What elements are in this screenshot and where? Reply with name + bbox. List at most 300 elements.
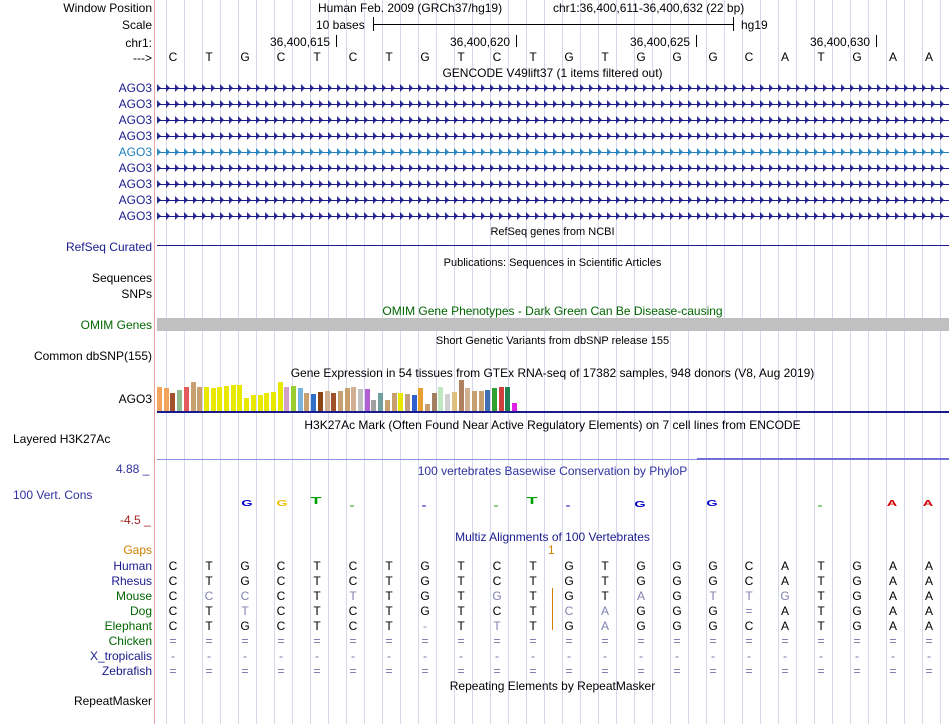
gap-marker bbox=[552, 588, 553, 630]
gtex-tissue-bar[interactable] bbox=[465, 388, 470, 411]
gtex-tissue-bar[interactable] bbox=[204, 387, 209, 411]
strand-chevron-icon bbox=[364, 148, 368, 156]
alignment-base: = bbox=[853, 664, 861, 678]
strand-chevron-icon bbox=[211, 100, 215, 108]
strand-chevron-icon bbox=[220, 100, 224, 108]
alignment-base: G bbox=[564, 559, 574, 573]
alignment-base: - bbox=[891, 649, 895, 663]
species-label[interactable]: Rhesus bbox=[111, 574, 152, 588]
strand-chevron-icon bbox=[463, 212, 467, 220]
refseq-gene-line[interactable] bbox=[157, 245, 949, 246]
snps-label[interactable]: SNPs bbox=[121, 287, 152, 301]
sequence-base: C bbox=[492, 50, 502, 64]
layered-h3k27ac-label[interactable]: Layered H3K27Ac bbox=[13, 432, 111, 446]
gtex-tissue-bar[interactable] bbox=[365, 389, 370, 411]
strand-chevron-icon bbox=[625, 196, 629, 204]
gencode-gene-label[interactable]: AGO3 bbox=[118, 113, 152, 127]
strand-chevron-icon bbox=[211, 132, 215, 140]
sequence-base: A bbox=[924, 50, 933, 64]
gtex-tissue-bar[interactable] bbox=[164, 388, 169, 411]
strand-chevron-icon bbox=[643, 100, 647, 108]
strand-chevron-icon bbox=[544, 148, 548, 156]
gap-count: 1 bbox=[548, 543, 555, 557]
alignment-base: G bbox=[672, 589, 682, 603]
strand-chevron-icon bbox=[355, 212, 359, 220]
strand-chevron-icon bbox=[616, 164, 620, 172]
species-label[interactable]: Chicken bbox=[108, 634, 152, 648]
gencode-transcript[interactable] bbox=[157, 99, 949, 109]
strand-chevron-icon bbox=[238, 164, 242, 172]
alignment-base: T bbox=[457, 574, 465, 588]
strand-chevron-icon bbox=[868, 196, 872, 204]
alignment-base: C bbox=[348, 559, 358, 573]
strand-chevron-icon bbox=[832, 148, 836, 156]
gtex-tissue-bar[interactable] bbox=[271, 392, 276, 411]
gtex-tissue-bar[interactable] bbox=[432, 393, 437, 411]
strand-chevron-icon bbox=[859, 164, 863, 172]
gtex-tissue-bar[interactable] bbox=[224, 386, 229, 411]
strand-chevron-icon bbox=[301, 212, 305, 220]
alignment-base: - bbox=[567, 649, 571, 663]
gencode-gene-label[interactable]: AGO3 bbox=[118, 97, 152, 111]
alignment-base: - bbox=[459, 649, 463, 663]
gtex-tissue-bar[interactable] bbox=[211, 388, 216, 411]
strand-chevron-icon bbox=[346, 196, 350, 204]
gencode-gene-label[interactable]: AGO3 bbox=[118, 81, 152, 95]
cons-min-label: -4.5 _ bbox=[120, 513, 151, 527]
gtex-tissue-bar[interactable] bbox=[398, 393, 403, 411]
strand-chevron-icon bbox=[553, 212, 557, 220]
strand-chevron-icon bbox=[841, 100, 845, 108]
gtex-tissue-bar[interactable] bbox=[291, 386, 296, 411]
gencode-transcript[interactable] bbox=[157, 83, 949, 93]
strand-chevron-icon bbox=[913, 164, 917, 172]
strand-chevron-icon bbox=[913, 84, 917, 92]
strand-chevron-icon bbox=[589, 180, 593, 188]
strand-chevron-icon bbox=[184, 100, 188, 108]
strand-chevron-icon bbox=[895, 148, 899, 156]
omim-genes-label[interactable]: OMIM Genes bbox=[80, 318, 152, 332]
strand-chevron-icon bbox=[310, 148, 314, 156]
gtex-tissue-bar[interactable] bbox=[304, 393, 309, 411]
gtex-tissue-bar[interactable] bbox=[157, 387, 162, 411]
gtex-tissue-bar[interactable] bbox=[237, 385, 242, 411]
strand-chevron-icon bbox=[256, 132, 260, 140]
strand-chevron-icon bbox=[409, 196, 413, 204]
strand-chevron-icon bbox=[391, 212, 395, 220]
strand-chevron-icon bbox=[625, 132, 629, 140]
gtex-tissue-bar[interactable] bbox=[197, 387, 202, 411]
gtex-tissue-bar[interactable] bbox=[499, 387, 504, 411]
gencode-gene-label[interactable]: AGO3 bbox=[118, 209, 152, 223]
strand-chevron-icon bbox=[814, 180, 818, 188]
gtex-tissue-bar[interactable] bbox=[425, 404, 430, 411]
strand-chevron-icon bbox=[481, 148, 485, 156]
strand-chevron-icon bbox=[490, 148, 494, 156]
strand-chevron-icon bbox=[589, 116, 593, 124]
strand-chevron-icon bbox=[877, 132, 881, 140]
strand-chevron-icon bbox=[283, 212, 287, 220]
species-label[interactable]: Dog bbox=[129, 604, 152, 618]
alignment-base: T bbox=[313, 574, 321, 588]
strand-chevron-icon bbox=[292, 196, 296, 204]
strand-chevron-icon bbox=[544, 196, 548, 204]
alignment-base: C bbox=[276, 559, 286, 573]
cons-track-label[interactable]: 100 Vert. Cons bbox=[13, 488, 93, 502]
strand-chevron-icon bbox=[301, 148, 305, 156]
strand-chevron-icon bbox=[166, 84, 170, 92]
gtex-tissue-bar[interactable] bbox=[298, 388, 303, 411]
strand-chevron-icon bbox=[544, 180, 548, 188]
strand-chevron-icon bbox=[814, 116, 818, 124]
gtex-tissue-bar[interactable] bbox=[358, 389, 363, 411]
logo-letter: - bbox=[817, 501, 823, 510]
gtex-tissue-bar[interactable] bbox=[445, 394, 450, 411]
strand-chevron-icon bbox=[940, 180, 944, 188]
strand-chevron-icon bbox=[202, 84, 206, 92]
strand-chevron-icon bbox=[427, 180, 431, 188]
strand-chevron-icon bbox=[733, 196, 737, 204]
gtex-tissue-bar[interactable] bbox=[331, 393, 336, 411]
strand-chevron-icon bbox=[697, 212, 701, 220]
gtex-tissue-bar[interactable] bbox=[170, 393, 175, 411]
strand-chevron-icon bbox=[679, 132, 683, 140]
label-divider bbox=[154, 0, 155, 724]
strand-chevron-icon bbox=[562, 132, 566, 140]
gencode-transcript[interactable] bbox=[157, 147, 949, 157]
strand-chevron-icon bbox=[481, 132, 485, 140]
strand-chevron-icon bbox=[157, 196, 161, 204]
alignment-base: T bbox=[817, 589, 825, 603]
strand-chevron-icon bbox=[490, 84, 494, 92]
strand-chevron-icon bbox=[391, 116, 395, 124]
strand-chevron-icon bbox=[769, 84, 773, 92]
coord-label: 36,400,625 bbox=[630, 35, 691, 49]
species-label[interactable]: Human bbox=[113, 559, 152, 573]
strand-chevron-icon bbox=[832, 180, 836, 188]
gtex-tissue-bar[interactable] bbox=[472, 391, 477, 411]
strand-chevron-icon bbox=[679, 116, 683, 124]
gencode-transcript[interactable] bbox=[157, 195, 949, 205]
alignment-base: - bbox=[423, 619, 427, 633]
scale-bases-label: 10 bases bbox=[316, 18, 365, 32]
gtex-bar-chart[interactable] bbox=[157, 380, 949, 411]
strand-chevron-icon bbox=[436, 116, 440, 124]
alignment-base: A bbox=[924, 559, 933, 573]
strand-chevron-icon bbox=[823, 116, 827, 124]
logo-letter: G bbox=[634, 500, 646, 509]
strand-chevron-icon bbox=[832, 212, 836, 220]
alignment-base: G bbox=[852, 574, 862, 588]
sequence-base: C bbox=[168, 50, 178, 64]
scale-assembly-label: hg19 bbox=[741, 18, 768, 32]
strand-chevron-icon bbox=[616, 196, 620, 204]
strand-chevron-icon bbox=[904, 100, 908, 108]
strand-chevron-icon bbox=[211, 180, 215, 188]
strand-chevron-icon bbox=[769, 148, 773, 156]
strand-chevron-icon bbox=[535, 196, 539, 204]
strand-chevron-icon bbox=[166, 180, 170, 188]
strand-chevron-icon bbox=[904, 132, 908, 140]
coord-label: 36,400,630 bbox=[810, 35, 871, 49]
strand-chevron-icon bbox=[337, 100, 341, 108]
strand-chevron-icon bbox=[796, 84, 800, 92]
alignment-base: - bbox=[243, 649, 247, 663]
strand-chevron-icon bbox=[400, 84, 404, 92]
alignment-base: = bbox=[709, 634, 717, 648]
strand-chevron-icon bbox=[346, 180, 350, 188]
strand-chevron-icon bbox=[238, 84, 242, 92]
strand-chevron-icon bbox=[652, 212, 656, 220]
gtex-tissue-bar[interactable] bbox=[412, 395, 417, 411]
strand-chevron-icon bbox=[157, 180, 161, 188]
strand-chevron-icon bbox=[904, 148, 908, 156]
strand-chevron-icon bbox=[535, 84, 539, 92]
strand-chevron-icon bbox=[301, 84, 305, 92]
strand-chevron-icon bbox=[742, 180, 746, 188]
gtex-tissue-bar[interactable] bbox=[278, 382, 283, 411]
gencode-transcript[interactable] bbox=[157, 179, 949, 189]
gencode-gene-label[interactable]: AGO3 bbox=[118, 145, 152, 159]
gtex-tissue-bar[interactable] bbox=[492, 388, 497, 411]
alignment-base: = bbox=[673, 664, 681, 678]
gencode-transcript[interactable] bbox=[157, 211, 949, 221]
strand-chevron-icon bbox=[220, 180, 224, 188]
gencode-transcript[interactable] bbox=[157, 115, 949, 125]
strand-chevron-icon bbox=[373, 212, 377, 220]
repeatmasker-label[interactable]: RepeatMasker bbox=[73, 694, 152, 708]
strand-chevron-icon bbox=[796, 164, 800, 172]
strand-chevron-icon bbox=[517, 180, 521, 188]
gtex-tissue-bar[interactable] bbox=[351, 387, 356, 411]
gtex-gene-label[interactable]: AGO3 bbox=[118, 392, 152, 406]
gtex-tissue-bar[interactable] bbox=[452, 392, 457, 411]
gtex-tissue-bar[interactable] bbox=[258, 395, 263, 411]
strand-chevron-icon bbox=[544, 100, 548, 108]
strand-chevron-icon bbox=[238, 132, 242, 140]
strand-chevron-icon bbox=[814, 212, 818, 220]
strand-chevron-icon bbox=[634, 212, 638, 220]
strand-chevron-icon bbox=[868, 212, 872, 220]
strand-chevron-icon bbox=[760, 100, 764, 108]
gtex-tissue-bar[interactable] bbox=[325, 391, 330, 411]
strand-chevron-icon bbox=[364, 196, 368, 204]
strand-chevron-icon bbox=[391, 180, 395, 188]
alignment-base: = bbox=[169, 634, 177, 648]
gtex-tissue-bar[interactable] bbox=[231, 385, 236, 411]
strand-chevron-icon bbox=[391, 148, 395, 156]
alignment-base: C bbox=[744, 559, 754, 573]
strand-chevron-icon bbox=[733, 100, 737, 108]
strand-chevron-icon bbox=[607, 132, 611, 140]
alignment-base: = bbox=[277, 664, 285, 678]
gtex-tissue-bar[interactable] bbox=[318, 392, 323, 411]
gtex-tissue-bar[interactable] bbox=[177, 390, 182, 411]
omim-gene-bar[interactable] bbox=[157, 318, 949, 331]
gtex-tissue-bar[interactable] bbox=[345, 388, 350, 411]
gencode-transcript[interactable] bbox=[157, 163, 949, 173]
strand-chevron-icon bbox=[481, 212, 485, 220]
strand-chevron-icon bbox=[796, 116, 800, 124]
species-label[interactable]: Mouse bbox=[115, 589, 152, 603]
strand-chevron-icon bbox=[850, 132, 854, 140]
gtex-tissue-bar[interactable] bbox=[244, 398, 249, 411]
gtex-tissue-bar[interactable] bbox=[392, 393, 397, 411]
gtex-tissue-bar[interactable] bbox=[418, 388, 423, 411]
gtex-tissue-bar[interactable] bbox=[338, 391, 343, 411]
strand-chevron-icon bbox=[922, 148, 926, 156]
gencode-gene-label[interactable]: AGO3 bbox=[118, 129, 152, 143]
gtex-tissue-bar[interactable] bbox=[311, 394, 316, 411]
strand-chevron-icon bbox=[355, 116, 359, 124]
strand-chevron-icon bbox=[193, 196, 197, 204]
gtex-tissue-bar[interactable] bbox=[405, 394, 410, 411]
strand-chevron-icon bbox=[517, 212, 521, 220]
strand-chevron-icon bbox=[436, 100, 440, 108]
strand-chevron-icon bbox=[868, 84, 872, 92]
strand-chevron-icon bbox=[301, 180, 305, 188]
strand-chevron-icon bbox=[688, 116, 692, 124]
strand-chevron-icon bbox=[274, 100, 278, 108]
strand-chevron-icon bbox=[571, 212, 575, 220]
strand-chevron-icon bbox=[292, 84, 296, 92]
refseq-curated-label[interactable]: RefSeq Curated bbox=[65, 240, 152, 254]
strand-chevron-icon bbox=[562, 196, 566, 204]
phylop-track-title: 100 vertebrates Basewise Conservation by PhyloP bbox=[417, 464, 688, 478]
strand-chevron-icon bbox=[922, 164, 926, 172]
strand-chevron-icon bbox=[886, 132, 890, 140]
sequence-base: C bbox=[348, 50, 358, 64]
gtex-tissue-bar[interactable] bbox=[505, 387, 510, 411]
gtex-tissue-bar[interactable] bbox=[371, 400, 376, 411]
strand-chevron-icon bbox=[445, 132, 449, 140]
gtex-tissue-bar[interactable] bbox=[251, 395, 256, 411]
scale-bar-tick-right bbox=[733, 17, 734, 31]
window-position-label: Window Position bbox=[63, 1, 152, 15]
strand-chevron-icon bbox=[319, 100, 323, 108]
strand-chevron-icon bbox=[724, 116, 728, 124]
strand-chevron-icon bbox=[652, 148, 656, 156]
species-label[interactable]: X_tropicalis bbox=[89, 649, 152, 663]
gtex-tissue-bar[interactable] bbox=[184, 387, 189, 411]
alignment-base: = bbox=[457, 634, 465, 648]
strand-chevron-icon bbox=[715, 180, 719, 188]
strand-chevron-icon bbox=[328, 180, 332, 188]
gtex-tissue-bar[interactable] bbox=[385, 400, 390, 411]
strand-chevron-icon bbox=[598, 212, 602, 220]
gtex-tissue-bar[interactable] bbox=[378, 393, 383, 411]
sequences-label[interactable]: Sequences bbox=[91, 271, 152, 285]
alignment-base: T bbox=[745, 589, 753, 603]
strand-chevron-icon bbox=[715, 148, 719, 156]
strand-chevron-icon bbox=[445, 148, 449, 156]
strand-chevron-icon bbox=[373, 132, 377, 140]
gtex-tissue-bar[interactable] bbox=[512, 403, 517, 411]
strand-chevron-icon bbox=[175, 180, 179, 188]
strand-chevron-icon bbox=[859, 84, 863, 92]
strand-chevron-icon bbox=[796, 100, 800, 108]
alignment-base: G bbox=[708, 619, 718, 633]
strand-chevron-icon bbox=[400, 148, 404, 156]
strand-chevron-icon bbox=[670, 164, 674, 172]
omim-track-title: OMIM Gene Phenotypes - Dark Green Can Be Disease-causing bbox=[382, 304, 723, 318]
alignment-base: T bbox=[529, 589, 537, 603]
strand-chevron-icon bbox=[814, 148, 818, 156]
strand-chevron-icon bbox=[220, 196, 224, 204]
gtex-tissue-bar[interactable] bbox=[264, 393, 269, 411]
strand-chevron-icon bbox=[535, 116, 539, 124]
gencode-gene-label[interactable]: AGO3 bbox=[118, 193, 152, 207]
alignment-base: G bbox=[420, 574, 430, 588]
strand-chevron-icon bbox=[598, 132, 602, 140]
gtex-tissue-bar[interactable] bbox=[485, 390, 490, 411]
strand-chevron-icon bbox=[526, 84, 530, 92]
gtex-tissue-bar[interactable] bbox=[217, 387, 222, 411]
alignment-base: = bbox=[169, 664, 177, 678]
strand-chevron-icon bbox=[634, 116, 638, 124]
strand-chevron-icon bbox=[922, 100, 926, 108]
gencode-gene-label[interactable]: AGO3 bbox=[118, 161, 152, 175]
gtex-tissue-bar[interactable] bbox=[284, 387, 289, 411]
strand-chevron-icon bbox=[877, 164, 881, 172]
gtex-tissue-bar[interactable] bbox=[191, 382, 196, 411]
gtex-tissue-bar[interactable] bbox=[438, 387, 443, 411]
species-label[interactable]: Zebrafish bbox=[101, 664, 152, 678]
common-dbsnp-label[interactable]: Common dbSNP(155) bbox=[33, 349, 152, 363]
sequence-base: T bbox=[205, 50, 213, 64]
alignment-base: G bbox=[564, 574, 574, 588]
scale-label: Scale bbox=[121, 18, 152, 32]
gencode-transcript[interactable] bbox=[157, 131, 949, 141]
strand-chevron-icon bbox=[598, 196, 602, 204]
alignment-base: = bbox=[889, 634, 897, 648]
alignment-base: T bbox=[601, 559, 609, 573]
strand-chevron-icon bbox=[400, 196, 404, 204]
strand-chevron-icon bbox=[427, 164, 431, 172]
gtex-tissue-bar[interactable] bbox=[459, 380, 464, 411]
alignment-base: = bbox=[673, 634, 681, 648]
strand-chevron-icon bbox=[175, 116, 179, 124]
strand-chevron-icon bbox=[787, 164, 791, 172]
strand-chevron-icon bbox=[175, 212, 179, 220]
strand-chevron-icon bbox=[940, 100, 944, 108]
alignment-base: T bbox=[205, 574, 213, 588]
strand-chevron-icon bbox=[715, 132, 719, 140]
alignment-base: = bbox=[853, 634, 861, 648]
strand-chevron-icon bbox=[760, 116, 764, 124]
strand-chevron-icon bbox=[463, 132, 467, 140]
alignment-base: = bbox=[421, 664, 429, 678]
strand-chevron-icon bbox=[913, 212, 917, 220]
gencode-gene-label[interactable]: AGO3 bbox=[118, 177, 152, 191]
alignment-base: A bbox=[780, 619, 789, 633]
strand-chevron-icon bbox=[409, 180, 413, 188]
strand-chevron-icon bbox=[166, 212, 170, 220]
species-label[interactable]: Elephant bbox=[104, 619, 152, 633]
strand-chevron-icon bbox=[472, 164, 476, 172]
strand-chevron-icon bbox=[850, 212, 854, 220]
strand-chevron-icon bbox=[238, 180, 242, 188]
gtex-tissue-bar[interactable] bbox=[479, 391, 484, 411]
strand-chevron-icon bbox=[463, 84, 467, 92]
strand-chevron-icon bbox=[418, 180, 422, 188]
strand-chevron-icon bbox=[706, 164, 710, 172]
alignment-base: G bbox=[240, 559, 250, 573]
strand-chevron-icon bbox=[616, 148, 620, 156]
strand-chevron-icon bbox=[301, 100, 305, 108]
alignment-base: G bbox=[636, 604, 646, 618]
strand-chevron-icon bbox=[652, 180, 656, 188]
